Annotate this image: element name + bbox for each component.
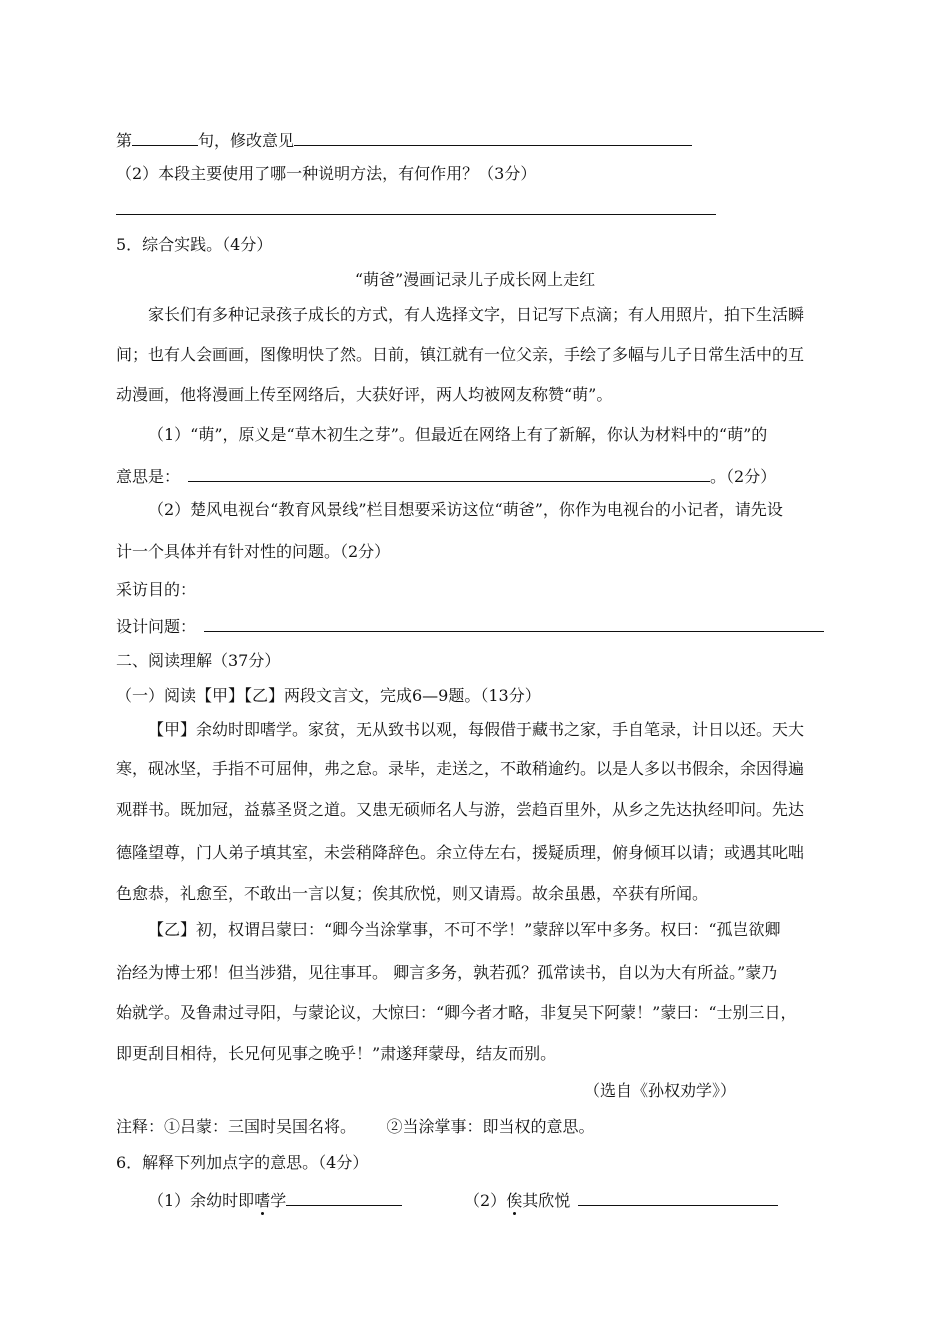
- interview-question-label: 设计问题：: [116, 617, 197, 636]
- jia-line-5: 色愈恭，礼愈至，不敢出一言以复；俟其欣悦，则又请焉。故余虽愚，卒获有所闻。: [116, 884, 709, 903]
- annotations: 注释：①吕蒙：三国时吴国名将。 ②当涂掌事：即当权的意思。: [116, 1117, 595, 1136]
- q6-heading: 6．解释下列加点字的意思。（4分）: [116, 1153, 369, 1172]
- q5-sub1-line-1: （1）“萌”，原义是“草木初生之芽”。但最近在网络上有了新解，你认为材料中的“萌”的: [148, 425, 768, 444]
- q5-sub2-line-1: （2）楚风电视台“教育风景线”栏目想要采访这位“萌爸”，你作为电视台的小记者，请先设: [148, 500, 783, 519]
- q6-item-1: [148, 1188, 402, 1211]
- yi-line-2: 治经为博士邪！但当涉猎，见往事耳。 卿言多务，孰若孤？孤常读书，自以为大有所益。”蒙乃: [116, 963, 778, 982]
- q4-sub2-question: （2）本段主要使用了哪一种说明方法，有何作用？（3分）: [116, 164, 537, 183]
- jia-line-3: 观群书。既加冠，益慕圣贤之道。又患无硕师名人与游，尝趋百里外，从乡之先达执经叩问。先达: [116, 800, 805, 819]
- article-para-line-2: 间；也有人会画画，图像明快了然。日前，镇江就有一位父亲，手绘了多幅与儿子日常生活中的互: [116, 345, 805, 364]
- article-para-line-3: 动漫画，他将漫画上传至网络后，大获好评，两人均被网友称赞“萌”。: [116, 385, 613, 404]
- jia-line-2: 寒，砚冰坚，手指不可屈伸，弗之怠。录毕，走送之，不敢稍逾约。以是人多以书假余，余因得遍: [116, 759, 805, 778]
- source-citation: （选自《孙权劝学》）: [583, 1081, 736, 1100]
- article-title: “萌爸”漫画记录儿子成长网上走红: [354, 270, 596, 289]
- interview-question-line: [116, 614, 824, 637]
- q6-item1-dotted-char: 嗜: [254, 1191, 271, 1210]
- q4-prefix: 第: [116, 131, 133, 150]
- q6-item2-prefix: （2）: [464, 1191, 507, 1210]
- yi-line-1: 【乙】初，权谓吕蒙曰：“卿今当涂掌事，不可不学！”蒙辞以军中多务。权曰：“孤岂欲卿: [148, 920, 781, 939]
- interview-question-blank[interactable]: [204, 614, 824, 632]
- sentence-number-blank[interactable]: [132, 128, 198, 146]
- q6-item2-blank[interactable]: [578, 1188, 778, 1206]
- q5-sub2-line-2: 计一个具体并有针对性的问题。（2分）: [116, 542, 391, 561]
- q5-heading: 5．综合实践。（4分）: [116, 235, 273, 254]
- interview-purpose-label: 采访目的：: [116, 580, 197, 599]
- part1-heading: （一）阅读【甲】【乙】两段文言文，完成6—9题。（13分）: [116, 686, 541, 705]
- q6-item1-blank[interactable]: [286, 1188, 402, 1206]
- q5-sub1-prefix: 意思是：: [116, 467, 181, 486]
- yi-line-4: 即更刮目相待，长兄何见事之晚乎！”肃遂拜蒙母，结友而别。: [116, 1044, 557, 1063]
- q6-item2-suffix: 其欣悦: [522, 1191, 571, 1210]
- q5-sub1-line-2: [116, 464, 776, 487]
- q4-revision-line: [116, 128, 692, 151]
- q6-item1-suffix: 学: [270, 1191, 287, 1210]
- jia-line-4: 德隆望尊，门人弟子填其室，未尝稍降辞色。余立侍左右，援疑质理，俯身倾耳以请；或遇其叱咄: [116, 843, 805, 862]
- section2-heading: 二、阅读理解（37分）: [116, 651, 281, 670]
- article-para-line-1: 家长们有多种记录孩子成长的方式，有人选择文字，日记写下点滴；有人用照片，拍下生活瞬: [148, 305, 805, 324]
- q6-item1-prefix: （1）余幼时即: [148, 1191, 255, 1210]
- q4-mid-text: 句，修改意见: [198, 131, 295, 150]
- q4-answer-line[interactable]: [116, 214, 716, 215]
- q5-sub1-suffix: 。（2分）: [710, 467, 777, 486]
- revision-opinion-blank[interactable]: [294, 128, 692, 146]
- yi-line-3: 始就学。及鲁肃过寻阳，与蒙论议，大惊曰：“卿今者才略，非复吴下阿蒙！”蒙曰：“士别三日，: [116, 1003, 797, 1022]
- q6-item2-dotted-char: 俟: [506, 1191, 523, 1210]
- meng-meaning-blank[interactable]: [188, 464, 710, 482]
- jia-line-1: 【甲】余幼时即嗜学。家贫，无从致书以观，每假借于藏书之家，手自笔录，计日以还。天大: [148, 720, 805, 739]
- q6-item-2: [464, 1188, 778, 1211]
